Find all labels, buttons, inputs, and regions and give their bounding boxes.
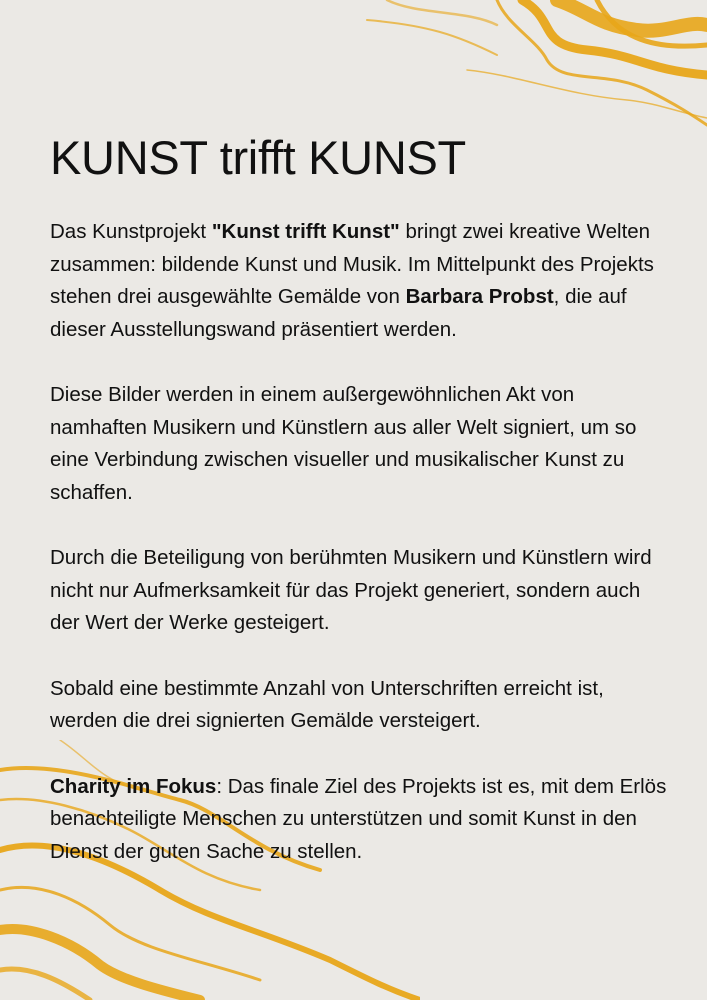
paragraph-charity	[50, 771, 670, 869]
charity-text: : Das finale Ziel des Projekts ist es, mit dem Erlös benachteiligte Menschen zu unterstützen und somit Kunst in den Dienst der guten Sache zu stellen.	[50, 774, 667, 863]
paragraph-intro	[50, 216, 670, 346]
paragraph-auction: Sobald eine bestimmte Anzahl von Unterschriften erreicht ist, werden die drei signierten Gemälde versteigert.	[50, 676, 604, 732]
intro-text-c: bringt zwei kreative Welten zusammen: bildende Kunst und Musik. Im Mittelpunkt des Projekts stehen drei ausgewählte Gemälde von	[50, 220, 654, 308]
page-title: KUNST trifft KUNST	[50, 131, 466, 184]
artist-name: Barbara Probst	[405, 285, 554, 308]
paragraph-signing: Diese Bilder werden in einem außergewöhnlichen Akt von namhaften Musikern und Künstlern aus aller Welt signiert, um so eine Verbindung zwischen visueller und musikalischer Kunst zu schaffen.	[50, 383, 637, 504]
document-body	[50, 128, 670, 901]
charity-heading: Charity im Fokus	[50, 774, 217, 798]
project-name: "Kunst trifft Kunst"	[211, 220, 400, 243]
paragraph-participation: Durch die Beteiligung von berühmten Musikern und Künstlern wird nicht nur Aufmerksamkeit für das Projekt generiert, sondern auch der Wert der Werke gesteigert.	[50, 546, 652, 634]
gold-marble-decoration-top	[347, 0, 707, 130]
intro-text-d: , die auf dieser Ausstellungswand präsentiert werden.	[50, 285, 627, 341]
intro-text-a: Das Kunstprojekt	[50, 220, 212, 243]
